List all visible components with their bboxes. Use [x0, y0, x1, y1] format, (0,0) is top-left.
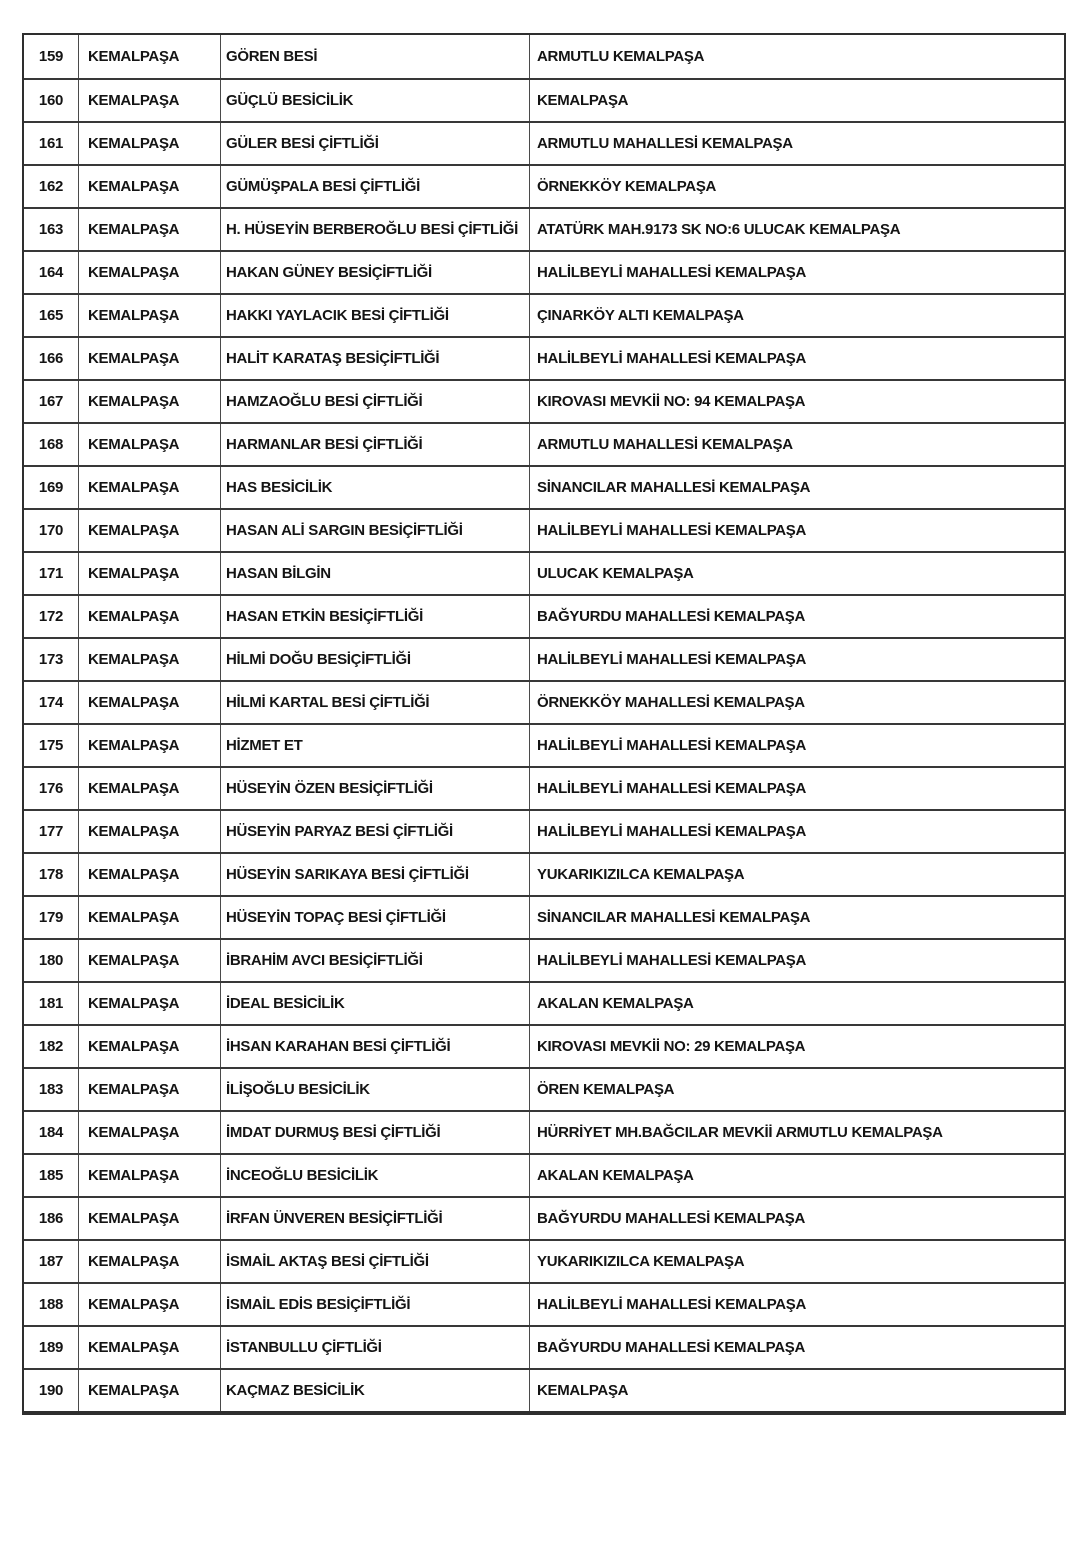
district-cell [78, 940, 220, 981]
row-number-cell [24, 983, 78, 1024]
business-name-cell [220, 682, 529, 723]
address-cell [529, 1026, 1064, 1067]
address-text: ÖRNEKKÖY KEMALPAŞA [537, 177, 717, 195]
business-name-cell [220, 123, 529, 164]
business-name-cell [220, 252, 529, 293]
district-cell [78, 166, 220, 207]
row-number-cell [24, 166, 78, 207]
row-number-cell [24, 1155, 78, 1196]
row-number-text: 184 [38, 1123, 64, 1141]
district-text: KEMALPAŞA [88, 349, 180, 367]
business-name-text: HAKAN GÜNEY BESİÇİFTLİĞİ [226, 263, 432, 281]
row-number-cell [24, 639, 78, 680]
business-name-cell [220, 1112, 529, 1153]
business-name-text: HÜSEYİN TOPAÇ BESİ ÇİFTLİĞİ [226, 908, 446, 926]
address-cell [529, 123, 1064, 164]
address-text: ÇINARKÖY ALTI KEMALPAŞA [537, 306, 744, 324]
district-cell [78, 983, 220, 1024]
district-cell [78, 1112, 220, 1153]
address-cell [529, 252, 1064, 293]
address-cell [529, 1198, 1064, 1239]
address-cell [529, 467, 1064, 508]
business-name-text: İRFAN ÜNVEREN BESİÇİFTLİĞİ [226, 1209, 443, 1227]
district-cell [78, 1327, 220, 1368]
address-text: AKALAN KEMALPAŞA [537, 994, 694, 1012]
row-number-text: 183 [38, 1080, 64, 1098]
row-number-cell [24, 1327, 78, 1368]
district-cell [78, 682, 220, 723]
row-number-text: 164 [38, 263, 64, 281]
address-cell [529, 381, 1064, 422]
address-text: YUKARIKIZILCA KEMALPAŞA [537, 865, 745, 883]
address-text: HALİLBEYLİ MAHALLESİ KEMALPAŞA [537, 822, 807, 840]
row-number-text: 190 [38, 1381, 64, 1399]
business-name-text: HAS BESİCİLİK [226, 478, 333, 496]
row-number-text: 181 [38, 994, 64, 1012]
table-row [24, 465, 1064, 508]
district-text: KEMALPAŞA [88, 392, 180, 410]
address-cell [529, 596, 1064, 637]
address-text: HALİLBEYLİ MAHALLESİ KEMALPAŞA [537, 779, 807, 797]
table-row [24, 1153, 1064, 1196]
row-number-text: 167 [38, 392, 64, 410]
address-text: YUKARIKIZILCA KEMALPAŞA [537, 1252, 745, 1270]
address-text: ARMUTLU MAHALLESİ KEMALPAŞA [537, 134, 793, 152]
row-number-cell [24, 424, 78, 465]
district-cell [78, 35, 220, 78]
address-text: KIROVASI MEVKİİ NO: 94 KEMALPAŞA [537, 392, 806, 410]
table-row [24, 508, 1064, 551]
table-row [24, 809, 1064, 852]
table-row [24, 895, 1064, 938]
business-name-cell [220, 209, 529, 250]
table-row [24, 551, 1064, 594]
district-cell [78, 252, 220, 293]
business-name-text: HÜSEYİN ÖZEN BESİÇİFTLİĞİ [226, 779, 433, 797]
address-text: HALİLBEYLİ MAHALLESİ KEMALPAŞA [537, 521, 807, 539]
business-name-cell [220, 510, 529, 551]
address-text: SİNANCILAR MAHALLESİ KEMALPAŞA [537, 478, 811, 496]
district-cell [78, 897, 220, 938]
row-number-cell [24, 295, 78, 336]
district-cell [78, 424, 220, 465]
address-cell [529, 682, 1064, 723]
address-cell [529, 338, 1064, 379]
row-number-text: 172 [38, 607, 64, 625]
row-number-text: 178 [38, 865, 64, 883]
district-cell [78, 1284, 220, 1325]
address-cell [529, 940, 1064, 981]
district-text: KEMALPAŞA [88, 736, 180, 754]
row-number-text: 165 [38, 306, 64, 324]
district-text: KEMALPAŞA [88, 1252, 180, 1270]
district-text: KEMALPAŞA [88, 1080, 180, 1098]
address-cell [529, 811, 1064, 852]
table-row [24, 981, 1064, 1024]
row-number-cell [24, 940, 78, 981]
table-row [24, 379, 1064, 422]
district-cell [78, 381, 220, 422]
district-text: KEMALPAŞA [88, 951, 180, 969]
row-number-text: 171 [38, 564, 64, 582]
row-number-cell [24, 725, 78, 766]
business-name-cell [220, 725, 529, 766]
district-cell [78, 639, 220, 680]
address-cell [529, 166, 1064, 207]
row-number-cell [24, 123, 78, 164]
row-number-text: 187 [38, 1252, 64, 1270]
business-name-text: GÖREN BESİ [226, 47, 318, 65]
business-name-text: HASAN ALİ SARGIN BESİÇİFTLİĞİ [226, 521, 463, 539]
row-number-cell [24, 1284, 78, 1325]
district-text: KEMALPAŞA [88, 1166, 180, 1184]
address-cell [529, 1327, 1064, 1368]
business-name-cell [220, 553, 529, 594]
table-row [24, 1196, 1064, 1239]
table-row [24, 1067, 1064, 1110]
address-text: KIROVASI MEVKİİ NO: 29 KEMALPAŞA [537, 1037, 806, 1055]
address-cell [529, 35, 1064, 78]
business-name-text: HALİT KARATAŞ BESİÇİFTLİĞİ [226, 349, 440, 367]
address-cell [529, 1112, 1064, 1153]
address-text: HALİLBEYLİ MAHALLESİ KEMALPAŞA [537, 263, 807, 281]
table-row [24, 422, 1064, 465]
district-cell [78, 510, 220, 551]
district-cell [78, 467, 220, 508]
row-number-text: 161 [38, 134, 64, 152]
business-name-cell [220, 338, 529, 379]
business-name-cell [220, 1327, 529, 1368]
district-text: KEMALPAŞA [88, 564, 180, 582]
table-row [24, 1110, 1064, 1153]
business-name-text: KAÇMAZ BESİCİLİK [226, 1381, 365, 1399]
address-cell [529, 80, 1064, 121]
business-name-cell [220, 596, 529, 637]
district-text: KEMALPAŞA [88, 1037, 180, 1055]
address-text: BAĞYURDU MAHALLESİ KEMALPAŞA [537, 607, 805, 625]
business-name-text: İLİŞOĞLU BESİCİLİK [226, 1080, 370, 1098]
business-name-text: HASAN BİLGİN [226, 564, 331, 582]
row-number-cell [24, 768, 78, 809]
business-name-cell [220, 295, 529, 336]
district-text: KEMALPAŞA [88, 1295, 180, 1313]
business-name-cell [220, 467, 529, 508]
business-name-text: HİLMİ KARTAL BESİ ÇİFTLİĞİ [226, 693, 430, 711]
address-text: AKALAN KEMALPAŞA [537, 1166, 694, 1184]
table-row [24, 250, 1064, 293]
business-name-text: İNCEOĞLU BESİCİLİK [226, 1166, 379, 1184]
district-text: KEMALPAŞA [88, 1381, 180, 1399]
district-cell [78, 209, 220, 250]
row-number-cell [24, 811, 78, 852]
row-number-cell [24, 1241, 78, 1282]
address-text: ARMUTLU MAHALLESİ KEMALPAŞA [537, 435, 793, 453]
district-cell [78, 725, 220, 766]
address-cell [529, 1284, 1064, 1325]
row-number-cell [24, 252, 78, 293]
district-text: KEMALPAŞA [88, 47, 180, 65]
business-name-cell [220, 1370, 529, 1411]
district-text: KEMALPAŞA [88, 521, 180, 539]
business-name-cell [220, 897, 529, 938]
business-name-cell [220, 1155, 529, 1196]
business-name-cell [220, 35, 529, 78]
row-number-cell [24, 1112, 78, 1153]
district-cell [78, 1069, 220, 1110]
district-cell [78, 1198, 220, 1239]
address-text: HALİLBEYLİ MAHALLESİ KEMALPAŞA [537, 1295, 807, 1313]
table-row [24, 680, 1064, 723]
address-text: HALİLBEYLİ MAHALLESİ KEMALPAŞA [537, 650, 807, 668]
address-text: HALİLBEYLİ MAHALLESİ KEMALPAŞA [537, 951, 807, 969]
business-name-text: HİLMİ DOĞU BESİÇİFTLİĞİ [226, 650, 411, 668]
address-cell [529, 553, 1064, 594]
row-number-cell [24, 682, 78, 723]
business-name-cell [220, 166, 529, 207]
row-number-text: 176 [38, 779, 64, 797]
table-row [24, 938, 1064, 981]
table-row [24, 78, 1064, 121]
row-number-text: 177 [38, 822, 64, 840]
row-number-text: 159 [38, 47, 64, 65]
district-text: KEMALPAŞA [88, 607, 180, 625]
table-row [24, 637, 1064, 680]
address-text: HALİLBEYLİ MAHALLESİ KEMALPAŞA [537, 736, 807, 754]
address-cell [529, 768, 1064, 809]
district-cell [78, 596, 220, 637]
row-number-cell [24, 553, 78, 594]
business-name-cell [220, 639, 529, 680]
address-cell [529, 295, 1064, 336]
address-text: ÖRNEKKÖY MAHALLESİ KEMALPAŞA [537, 693, 805, 711]
business-name-cell [220, 1069, 529, 1110]
address-cell [529, 1370, 1064, 1411]
district-cell [78, 1370, 220, 1411]
district-text: KEMALPAŞA [88, 650, 180, 668]
row-number-text: 169 [38, 478, 64, 496]
district-text: KEMALPAŞA [88, 1209, 180, 1227]
business-name-cell [220, 424, 529, 465]
row-number-text: 180 [38, 951, 64, 969]
row-number-cell [24, 467, 78, 508]
district-text: KEMALPAŞA [88, 220, 180, 238]
table-row [24, 852, 1064, 895]
address-cell [529, 1069, 1064, 1110]
business-name-cell [220, 854, 529, 895]
row-number-text: 175 [38, 736, 64, 754]
row-number-cell [24, 854, 78, 895]
address-cell [529, 854, 1064, 895]
district-cell [78, 1026, 220, 1067]
table-row [24, 336, 1064, 379]
business-name-text: İMDAT DURMUŞ BESİ ÇİFTLİĞİ [226, 1123, 441, 1141]
business-name-cell [220, 1241, 529, 1282]
table-row [24, 1282, 1064, 1325]
address-text: HALİLBEYLİ MAHALLESİ KEMALPAŞA [537, 349, 807, 367]
address-text: SİNANCILAR MAHALLESİ KEMALPAŞA [537, 908, 811, 926]
table-row [24, 35, 1064, 78]
business-name-cell [220, 940, 529, 981]
table-row [24, 1325, 1064, 1368]
district-text: KEMALPAŞA [88, 822, 180, 840]
district-text: KEMALPAŞA [88, 177, 180, 195]
business-name-cell [220, 1284, 529, 1325]
address-cell [529, 1155, 1064, 1196]
row-number-text: 163 [38, 220, 64, 238]
address-text: KEMALPAŞA [537, 1381, 629, 1399]
address-text: ÖREN KEMALPAŞA [537, 1080, 675, 1098]
district-cell [78, 811, 220, 852]
business-name-text: HARMANLAR BESİ ÇİFTLİĞİ [226, 435, 423, 453]
district-cell [78, 1155, 220, 1196]
district-text: KEMALPAŞA [88, 693, 180, 711]
business-name-text: HASAN ETKİN BESİÇİFTLİĞİ [226, 607, 423, 625]
district-text: KEMALPAŞA [88, 263, 180, 281]
address-cell [529, 725, 1064, 766]
business-name-text: HAKKI YAYLACIK BESİ ÇİFTLİĞİ [226, 306, 449, 324]
table-row [24, 594, 1064, 637]
district-cell [78, 295, 220, 336]
district-text: KEMALPAŞA [88, 1123, 180, 1141]
row-number-text: 162 [38, 177, 64, 195]
business-name-text: GÜLER BESİ ÇİFTLİĞİ [226, 134, 379, 152]
business-name-cell [220, 1198, 529, 1239]
business-name-text: İSMAİL EDİS BESİÇİFTLİĞİ [226, 1295, 411, 1313]
address-text: ULUCAK KEMALPAŞA [537, 564, 694, 582]
table-row [24, 164, 1064, 207]
row-number-cell [24, 381, 78, 422]
row-number-text: 186 [38, 1209, 64, 1227]
address-cell [529, 424, 1064, 465]
business-name-text: İBRAHİM AVCI BESİÇİFTLİĞİ [226, 951, 423, 969]
district-cell [78, 1241, 220, 1282]
address-cell [529, 983, 1064, 1024]
business-name-text: İDEAL BESİCİLİK [226, 994, 345, 1012]
business-name-cell [220, 381, 529, 422]
table-row [24, 1024, 1064, 1067]
row-number-text: 173 [38, 650, 64, 668]
business-name-text: HİZMET ET [226, 736, 303, 754]
district-text: KEMALPAŞA [88, 134, 180, 152]
row-number-cell [24, 897, 78, 938]
district-cell [78, 338, 220, 379]
business-name-cell [220, 811, 529, 852]
address-cell [529, 1241, 1064, 1282]
district-cell [78, 123, 220, 164]
row-number-cell [24, 1198, 78, 1239]
district-text: KEMALPAŞA [88, 908, 180, 926]
business-name-text: H. HÜSEYİN BERBEROĞLU BESİ ÇİFTLİĞİ [226, 220, 519, 238]
business-name-text: İSMAİL AKTAŞ BESİ ÇİFTLİĞİ [226, 1252, 429, 1270]
table-row [24, 121, 1064, 164]
table-row [24, 766, 1064, 809]
business-name-text: HAMZAOĞLU BESİ ÇİFTLİĞİ [226, 392, 423, 410]
table-row [24, 723, 1064, 766]
row-number-text: 168 [38, 435, 64, 453]
address-cell [529, 510, 1064, 551]
business-name-cell [220, 1026, 529, 1067]
row-number-cell [24, 596, 78, 637]
district-cell [78, 80, 220, 121]
district-text: KEMALPAŞA [88, 435, 180, 453]
district-text: KEMALPAŞA [88, 306, 180, 324]
table-row [24, 207, 1064, 250]
business-name-text: HÜSEYİN SARIKAYA BESİ ÇİFTLİĞİ [226, 865, 469, 883]
row-number-text: 170 [38, 521, 64, 539]
address-cell [529, 639, 1064, 680]
business-name-cell [220, 768, 529, 809]
address-text: BAĞYURDU MAHALLESİ KEMALPAŞA [537, 1338, 805, 1356]
row-number-cell [24, 35, 78, 78]
district-cell [78, 768, 220, 809]
district-cell [78, 553, 220, 594]
address-cell [529, 209, 1064, 250]
row-number-cell [24, 1370, 78, 1411]
address-text: KEMALPAŞA [537, 91, 629, 109]
row-number-text: 188 [38, 1295, 64, 1313]
district-text: KEMALPAŞA [88, 478, 180, 496]
address-cell [529, 897, 1064, 938]
business-name-text: İHSAN KARAHAN BESİ ÇİFTLİĞİ [226, 1037, 451, 1055]
row-number-cell [24, 510, 78, 551]
row-number-cell [24, 1026, 78, 1067]
row-number-text: 166 [38, 349, 64, 367]
address-text: HÜRRİYET MH.BAĞCILAR MEVKİİ ARMUTLU KEMALPAŞA [537, 1123, 943, 1141]
table-row [24, 1239, 1064, 1282]
row-number-cell [24, 209, 78, 250]
district-text: KEMALPAŞA [88, 779, 180, 797]
row-number-cell [24, 80, 78, 121]
address-text: ATATÜRK MAH.9173 SK NO:6 ULUCAK KEMALPAŞA [537, 220, 901, 238]
row-number-text: 185 [38, 1166, 64, 1184]
district-text: KEMALPAŞA [88, 1338, 180, 1356]
district-text: KEMALPAŞA [88, 994, 180, 1012]
business-name-cell [220, 983, 529, 1024]
row-number-text: 189 [38, 1338, 64, 1356]
business-name-cell [220, 80, 529, 121]
row-number-text: 182 [38, 1037, 64, 1055]
business-name-text: HÜSEYİN PARYAZ BESİ ÇİFTLİĞİ [226, 822, 453, 840]
business-name-text: GÜMÜŞPALA BESİ ÇİFTLİĞİ [226, 177, 420, 195]
district-text: KEMALPAŞA [88, 865, 180, 883]
table-row [24, 1368, 1064, 1411]
address-text: ARMUTLU KEMALPAŞA [537, 47, 705, 65]
row-number-text: 174 [38, 693, 64, 711]
row-number-text: 160 [38, 91, 64, 109]
address-text: BAĞYURDU MAHALLESİ KEMALPAŞA [537, 1209, 805, 1227]
business-table [22, 33, 1066, 1415]
row-number-cell [24, 338, 78, 379]
table-row [24, 293, 1064, 336]
row-number-text: 179 [38, 908, 64, 926]
row-number-cell [24, 1069, 78, 1110]
district-text: KEMALPAŞA [88, 91, 180, 109]
business-name-text: GÜÇLÜ BESİCİLİK [226, 91, 354, 109]
district-cell [78, 854, 220, 895]
business-name-text: İSTANBULLU ÇİFTLİĞİ [226, 1338, 382, 1356]
